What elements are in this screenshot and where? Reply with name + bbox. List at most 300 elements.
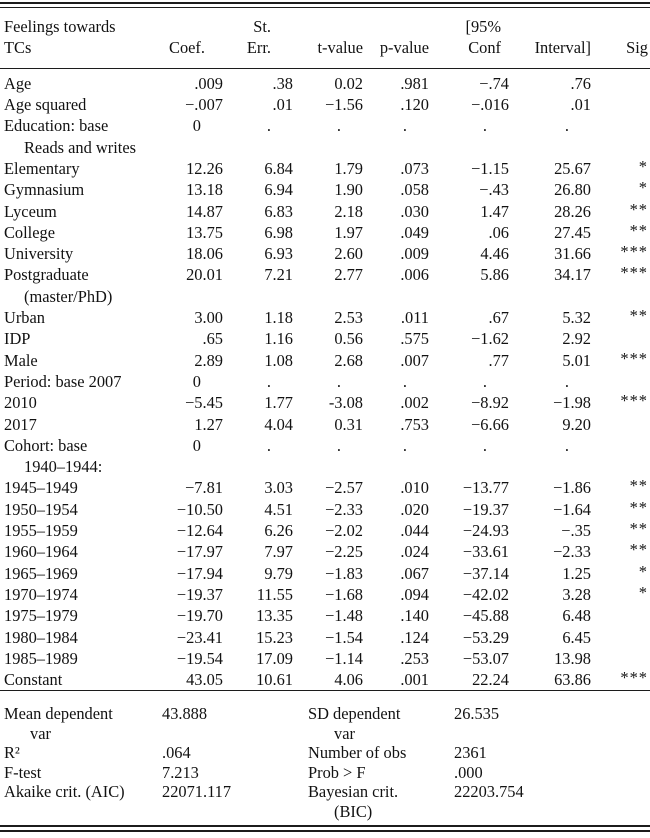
sig-stars: ** (629, 220, 648, 240)
table-row (0, 115, 650, 158)
summary-label-text: Mean dependent (4, 704, 113, 724)
table-row (0, 648, 650, 669)
summary-label-text: Number of obs (308, 743, 407, 763)
header-row-1 (0, 8, 650, 37)
cell-value: 25.67 (554, 159, 591, 178)
cell-value: 13.75 (186, 222, 223, 242)
row-label-text: University (4, 244, 74, 264)
summary-label-text: SD dependent (308, 704, 401, 724)
summary-row (0, 704, 650, 743)
cell-value: −6.66 (471, 414, 509, 434)
row-label (0, 243, 160, 264)
sig-stars: ** (629, 476, 648, 496)
summary-value: 2361 (454, 743, 487, 763)
sig-stars: ** (629, 199, 648, 219)
cell-sig (591, 669, 650, 691)
cell-value: 14.87 (186, 201, 223, 221)
summary-body (0, 697, 650, 821)
cell-value: 1.79 (334, 159, 363, 178)
sig-stars: * (638, 157, 648, 176)
table-row (0, 392, 650, 413)
cell-value: −.43 (479, 180, 509, 200)
row-label-text: 1945–1949 (4, 478, 78, 498)
cell-value: 13.18 (186, 180, 223, 200)
row-label (0, 520, 160, 541)
col-header-tvalue-line1 (293, 8, 363, 37)
summary-spacer-cell (0, 697, 162, 704)
table-row (0, 201, 650, 222)
cell-value: −10.50 (176, 499, 223, 519)
row-label-text: IDP (4, 329, 31, 349)
cell-sig (591, 499, 650, 520)
cell-value: −2.33 (553, 542, 591, 562)
summary-value: 43.888 (162, 704, 208, 724)
cell-value: . (482, 371, 487, 391)
cell-value: 28.26 (554, 201, 591, 221)
cell-value: .38 (272, 73, 293, 93)
cell-value: .058 (400, 180, 429, 200)
cell-sig (591, 605, 650, 626)
row-label-text: 2010 (4, 393, 37, 413)
summary-label-text: F-test (4, 762, 42, 782)
cell-value: −45.88 (462, 606, 509, 626)
cell-sig (591, 584, 650, 605)
sig-stars: *** (620, 391, 648, 411)
cell-value: .049 (400, 222, 429, 242)
sig-stars: * (638, 178, 648, 198)
cell-value: −5.45 (185, 393, 223, 413)
cell-value: . (266, 371, 271, 391)
cell-sig (591, 414, 650, 435)
cell-value: 6.48 (562, 606, 591, 626)
cell-value: 0 (192, 116, 201, 136)
summary-label-text: Prob > F (308, 762, 366, 782)
cell-sig (591, 94, 650, 115)
cell-value: 11.55 (256, 584, 293, 604)
cell-sig (591, 307, 650, 328)
cell-value: .140 (400, 606, 429, 626)
summary-label-continuation: var (334, 723, 355, 743)
row-label (0, 94, 160, 115)
summary-value: 22203.754 (454, 782, 524, 802)
row-label (0, 414, 160, 435)
cell-value: 3.00 (194, 308, 223, 328)
cell-value: . (402, 435, 407, 455)
row-label-text: 1985–1989 (4, 648, 78, 668)
cell-value: . (336, 116, 341, 136)
cell-sig (591, 201, 650, 222)
cell-value: 27.45 (554, 222, 591, 242)
cell-value: 0 (192, 371, 201, 391)
cell-value: .067 (400, 563, 429, 583)
table-row (0, 520, 650, 541)
row-label (0, 669, 160, 691)
cell-value: . (564, 435, 569, 455)
table-header (0, 8, 650, 68)
cell-value: . (266, 116, 271, 136)
cell-value: 5.86 (480, 265, 509, 285)
cell-sig (591, 179, 650, 200)
cell-sig (591, 627, 650, 648)
cell-value: . (402, 371, 407, 391)
cell-value: 6.26 (264, 521, 293, 541)
cell-value: .01 (272, 95, 293, 115)
sig-stars: *** (620, 242, 648, 262)
row-label (0, 201, 160, 222)
cell-sig (591, 328, 650, 349)
cell-value: −1.14 (325, 648, 363, 668)
table-row (0, 435, 650, 478)
model-summary-table (0, 697, 650, 821)
table-row (0, 68, 650, 94)
cell-value: −2.57 (325, 478, 363, 498)
cell-value: −1.86 (553, 478, 591, 498)
cell-value: −13.77 (462, 478, 509, 498)
cell-value: 34.17 (554, 265, 591, 285)
table-row (0, 669, 650, 691)
cell-value: 1.25 (562, 563, 591, 583)
row-label-text: Gymnasium (4, 180, 85, 200)
row-label (0, 627, 160, 648)
row-label (0, 179, 160, 200)
cell-value: .009 (400, 244, 429, 264)
summary-label (0, 743, 162, 763)
cell-sig (591, 648, 650, 669)
col-header-pvalue: p-value (379, 38, 429, 58)
cell-value: 0.56 (334, 329, 363, 349)
cell-value: 9.79 (264, 563, 293, 583)
summary-spacer (0, 697, 650, 704)
bottom-double-rule (0, 825, 650, 832)
cell-value: 6.93 (264, 244, 293, 264)
row-label (0, 115, 160, 158)
cell-sig (591, 243, 650, 264)
row-label (0, 328, 160, 349)
summary-row (0, 743, 650, 763)
cell-value: −.74 (479, 73, 509, 93)
cell-value: .76 (570, 73, 591, 93)
summary-label-text: Bayesian crit. (308, 782, 399, 802)
cell-sig (591, 158, 650, 179)
summary-row (0, 763, 650, 783)
cell-value: 4.46 (480, 244, 509, 264)
summary-row (0, 782, 650, 821)
table-row (0, 584, 650, 605)
cell-value: 6.94 (264, 180, 293, 200)
row-label (0, 435, 160, 478)
cell-value: .002 (400, 393, 429, 413)
cell-value: 2.92 (562, 329, 591, 349)
cell-value: −.007 (185, 95, 223, 115)
cell-value: 63.86 (554, 670, 591, 690)
cell-value: −24.93 (462, 521, 509, 541)
row-label-text: 1960–1964 (4, 542, 78, 562)
cell-value: −33.61 (462, 542, 509, 562)
cell-value: 7.97 (264, 542, 293, 562)
cell-value: .030 (400, 201, 429, 221)
cell-value: 0 (192, 435, 201, 455)
cell-value: .044 (400, 521, 429, 541)
cell-value: .006 (400, 265, 429, 285)
cell-value: −17.94 (176, 563, 223, 583)
col-header-conf2: Conf (468, 38, 501, 58)
cell-sig (591, 435, 650, 478)
summary-label-text: R² (4, 743, 20, 763)
cell-sig (591, 477, 650, 498)
sig-stars: *** (620, 348, 648, 368)
cell-value: −1.54 (325, 627, 363, 647)
cell-value: . (402, 116, 407, 136)
cell-value: 4.51 (264, 499, 293, 519)
cell-value: −42.02 (462, 584, 509, 604)
row-label-text: Cohort: base (4, 435, 88, 455)
cell-value: 2.68 (334, 350, 363, 370)
cell-value: −12.64 (176, 521, 223, 541)
col-header-interval: Interval] (534, 38, 591, 58)
cell-value: -3.08 (328, 393, 363, 413)
cell-value: 26.80 (554, 180, 591, 200)
col-header-interval-line1 (509, 8, 591, 37)
cell-value: 22.24 (472, 670, 509, 690)
cell-value: .094 (400, 584, 429, 604)
cell-value: −.35 (561, 521, 591, 541)
cell-value: 0.02 (334, 73, 363, 93)
cell-value: −7.81 (185, 478, 223, 498)
cell-value: . (564, 116, 569, 136)
cell-value: . (482, 435, 487, 455)
row-label-text: Lyceum (4, 201, 57, 221)
sig-stars: *** (620, 668, 648, 688)
cell-value: −1.62 (471, 329, 509, 349)
row-label-text: 1955–1959 (4, 521, 78, 541)
cell-value: −19.54 (176, 648, 223, 668)
summary-label-continuation: (BIC) (334, 801, 373, 821)
row-label-text: Urban (4, 308, 45, 328)
summary-label-continuation: var (30, 723, 51, 743)
cell-value: 15.23 (256, 627, 293, 647)
col-header-sterr: Err. (246, 38, 271, 58)
cell-value: .010 (400, 478, 429, 498)
row-label (0, 648, 160, 669)
cell-value: −53.29 (462, 627, 509, 647)
cell-value: .124 (400, 627, 429, 647)
table-row (0, 94, 650, 115)
row-label (0, 350, 160, 371)
cell-value: .67 (488, 308, 509, 328)
summary-label (308, 704, 454, 743)
cell-value: .009 (194, 73, 223, 93)
cell-value: 43.05 (186, 670, 223, 690)
summary-label (308, 782, 454, 821)
cell-sig (591, 563, 650, 584)
col-header-label-line1: Feelings towards (4, 17, 116, 36)
row-label-text: 1950–1954 (4, 499, 78, 519)
cell-value: −19.70 (176, 606, 223, 626)
row-label (0, 477, 160, 498)
cell-value: 3.28 (562, 584, 591, 604)
cell-value: 31.66 (554, 244, 591, 264)
row-label-text: 1965–1969 (4, 563, 78, 583)
cell-value: .011 (400, 308, 429, 328)
cell-value: 1.90 (334, 180, 363, 200)
cell-value: 1.97 (334, 222, 363, 242)
cell-value: −19.37 (462, 499, 509, 519)
col-header-coef: Coef. (169, 38, 205, 58)
cell-value: .753 (400, 414, 429, 434)
cell-sig (591, 392, 650, 413)
cell-value: −1.68 (325, 584, 363, 604)
table-row (0, 371, 650, 392)
cell-sig (591, 222, 650, 243)
row-label (0, 371, 160, 392)
cell-value: −2.02 (325, 521, 363, 541)
row-label-text: Education: base (4, 116, 109, 136)
summary-value: .000 (454, 762, 483, 782)
summary-label (0, 704, 162, 743)
cell-value: .01 (570, 95, 591, 115)
cell-value: . (336, 435, 341, 455)
cell-value: −1.98 (553, 393, 591, 413)
row-label-text: Constant (4, 670, 63, 690)
cell-sig (591, 264, 650, 307)
cell-value: −1.15 (471, 159, 509, 178)
row-label (0, 541, 160, 562)
table-row (0, 477, 650, 498)
row-label-continuation: (master/PhD) (24, 286, 113, 306)
cell-value: 12.26 (186, 159, 223, 178)
row-label (0, 392, 160, 413)
cell-value: .007 (400, 350, 429, 370)
summary-label-text: Akaike crit. (AIC) (4, 782, 125, 802)
cell-value: −23.41 (176, 627, 223, 647)
cell-value: . (564, 371, 569, 391)
table-row (0, 541, 650, 562)
cell-sig (591, 371, 650, 392)
row-label-text: Age squared (4, 95, 87, 115)
row-label (0, 563, 160, 584)
row-label-text: 2017 (4, 414, 37, 434)
summary-label (0, 763, 162, 783)
sig-stars: *** (620, 263, 648, 283)
table-row (0, 222, 650, 243)
cell-value: 17.09 (256, 648, 293, 668)
row-label-text: Male (4, 350, 38, 370)
cell-value: 1.18 (264, 308, 293, 328)
cell-value: 13.98 (554, 648, 591, 668)
row-label-text: 1975–1979 (4, 606, 78, 626)
cell-value: 2.60 (334, 244, 363, 264)
cell-value: . (336, 371, 341, 391)
cell-value: 6.45 (562, 627, 591, 647)
cell-value: .981 (400, 73, 429, 93)
cell-value: .020 (400, 499, 429, 519)
row-label (0, 158, 160, 179)
cell-value: −2.25 (325, 542, 363, 562)
cell-value: −1.64 (553, 499, 591, 519)
summary-label (308, 743, 454, 763)
table-row (0, 350, 650, 371)
row-label-text: Postgraduate (4, 265, 89, 285)
cell-value: 18.06 (186, 244, 223, 264)
cell-value: 1.47 (480, 201, 509, 221)
sig-stars: ** (629, 306, 648, 326)
table-body (0, 68, 650, 691)
table-row (0, 243, 650, 264)
row-label (0, 68, 160, 94)
cell-value: −2.33 (325, 499, 363, 519)
summary-value: .064 (162, 743, 191, 763)
cell-value: −1.83 (325, 563, 363, 583)
table-row (0, 179, 650, 200)
sig-stars: ** (629, 497, 648, 517)
cell-value: .77 (488, 350, 509, 370)
table-row (0, 499, 650, 520)
col-header-sterr-line1: St. (253, 17, 271, 36)
cell-value: 5.32 (562, 308, 591, 328)
row-label-text: 1980–1984 (4, 627, 78, 647)
summary-value: 22071.117 (162, 782, 232, 802)
row-label-text: Period: base 2007 (4, 371, 122, 391)
table-row (0, 264, 650, 307)
cell-value: 5.01 (562, 350, 591, 370)
cell-value: 13.35 (256, 606, 293, 626)
cell-value: 2.77 (334, 265, 363, 285)
cell-value: .06 (488, 222, 509, 242)
cell-value: −17.97 (176, 542, 223, 562)
cell-value: 2.53 (334, 308, 363, 328)
col-header-coef-line1 (160, 8, 223, 37)
row-label-text: Elementary (4, 159, 80, 178)
row-label (0, 307, 160, 328)
cell-value: 10.61 (256, 670, 293, 690)
cell-value: .65 (202, 329, 223, 349)
cell-sig (591, 520, 650, 541)
col-header-sig-line1 (591, 8, 650, 37)
cell-value: 9.20 (562, 414, 591, 434)
col-header-conf-line1: [95% (465, 17, 501, 36)
cell-value: −37.14 (462, 563, 509, 583)
row-label (0, 584, 160, 605)
col-header-pvalue-line1 (363, 8, 429, 37)
cell-value: 4.06 (334, 670, 363, 690)
cell-value: .575 (400, 329, 429, 349)
summary-label (308, 763, 454, 783)
cell-value: 2.89 (194, 350, 223, 370)
cell-value: 6.98 (264, 222, 293, 242)
cell-value: −53.07 (462, 648, 509, 668)
table-row (0, 627, 650, 648)
cell-value: . (482, 116, 487, 136)
sig-stars: ** (629, 519, 648, 539)
summary-label (0, 782, 162, 821)
row-label-continuation: Reads and writes (24, 137, 136, 157)
cell-value: −1.56 (325, 95, 363, 115)
cell-value: −19.37 (176, 584, 223, 604)
sig-stars: * (638, 582, 648, 602)
col-header-sig: Sig (626, 38, 648, 58)
sig-stars: ** (629, 540, 648, 560)
cell-value: . (266, 435, 271, 455)
cell-value: 2.18 (334, 201, 363, 221)
cell-value: 1.16 (264, 329, 293, 349)
cell-value: −1.48 (325, 606, 363, 626)
summary-value: 26.535 (454, 704, 500, 724)
table-row (0, 563, 650, 584)
row-label (0, 605, 160, 626)
cell-value: .073 (400, 159, 429, 178)
cell-value: 6.84 (264, 159, 293, 178)
header-row-2 (0, 37, 650, 68)
